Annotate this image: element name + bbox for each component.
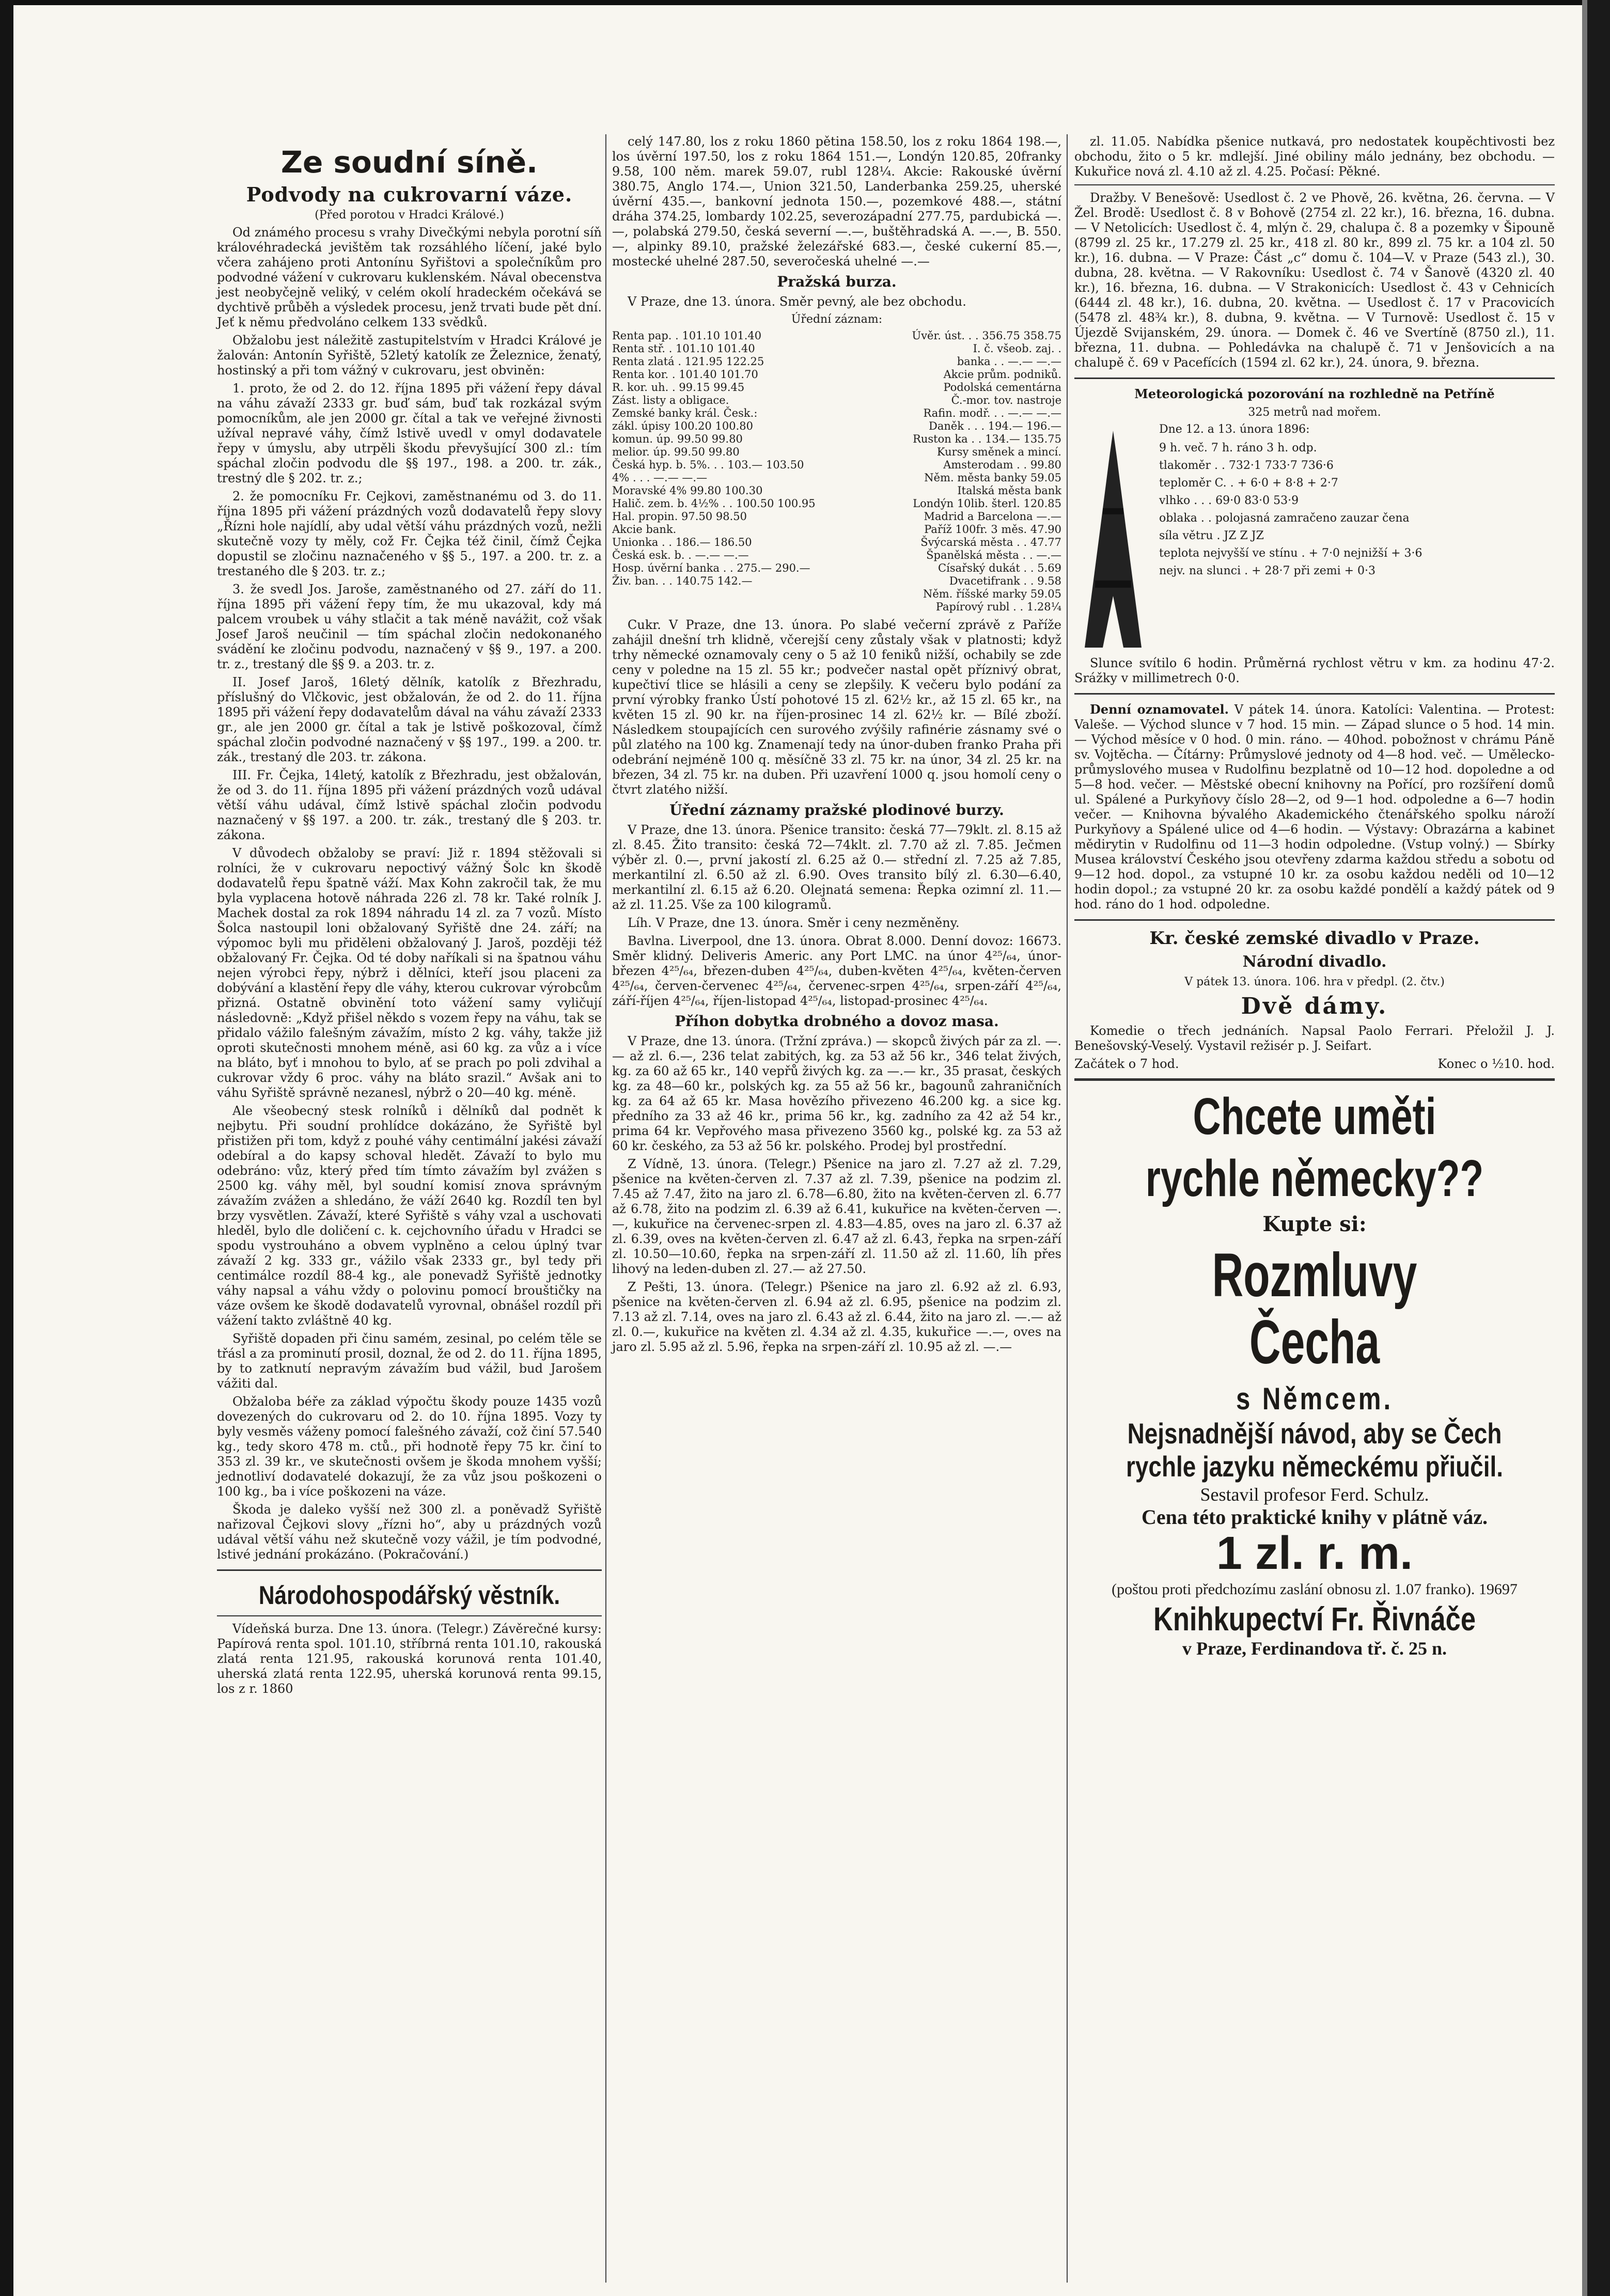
rates-cell: Císařský dukát . . 5.69 [938, 562, 1061, 574]
rates-cell: Něm. města banky 59.05 [924, 471, 1061, 484]
rates-row [612, 484, 1061, 497]
ad-author: Sestavil profesor Ferd. Schulz. [1200, 1484, 1429, 1505]
ad-price: 1 zl. r. m. [1216, 1528, 1413, 1579]
ad-description: Nejsnadnější návod, aby se Čech rychle jazyku německému přiučil. [1126, 1417, 1503, 1483]
rates-row [612, 562, 1061, 575]
rates-row [612, 471, 1061, 484]
rates-cell: Česká hyp. b. 5%. . . 103.— 103.50 [612, 459, 804, 471]
market-paragraph: Z Vídně, 13. února. (Telegr.) Pšenice na jaro zl. 7.27 až zl. 7.29, pšenice na květen-červen zl. 7.37 až zl. 7.39, pšenice na podzim zl. 7.45 až 7.47, žito na jaro zl. 6.78—6.80, žito na květen-červen zl. 6.77 až 6.78, žito na podzim zl. 6.39 až 6.41, kukuřice na květen-červen —.—, kukuřice na červenec-srpen zl. 4.83—4.85, oves na jaro zl. 6.37 až zl. 6.39, oves na květen-červen zl. 6.47 až zl. 6.43, řepka na srpen-září zl. 10.50—10.60, řepka na srpen-září zl. 11.50 až zl. 11.60, líh přes lihový na leden-duben zl. 27.— až 27.50. [612, 1157, 1061, 1276]
rates-cell: Italská města bank [957, 484, 1061, 497]
article-paragraph: V důvodech obžaloby se praví: Již r. 1894 stěžovali si rolníci, že v cukrovaru nepoctivý vážný Šolc kn škodě dodavatelů řepu špatně váží. Max Kohn zakročil tak, že mu byla vyplacena hotově náhrada 226 zl. 78 kr. Také rolník J. Machek dostal za rok 1894 náhradu 14 zl. za 7 vozů. Místo Šolca nastoupil loni obžalovaný Syřiště dne 24. září; na výpomoc byli mu přiděleni obžalovaný J. Jaroš, později též obžalovaný Fr. Čejka. Od té doby naříkali si na špatnou váhu nejen výrobci řepy, nýbrž i dělníci, kteří jsou placeni za dobývání a klastění řepy dle váhy, kterou cukrovar výrobcům přizná. Ostatně obvinění toto vážení samy vyličují následovně: „Když přišel někdo s vozem řepy na váhu, tak se přidalo vážilo falešným závažím, místo 2 kg. váhy, takže již oproti skutečnosti mnohem méně, asi 60 kg. za vůz a i více na bláto, byť i mnohou to bylo, ať se prach po poli zdvihal a cukrovar vždy 6 proc. váhy na bláto srazil.“ Avšak ani to váhu Syřiště správně nezanesl, nýbrž o 20—40 kg. méně. [217, 846, 602, 1100]
rates-table [612, 329, 1061, 614]
scan-edge-top [0, 0, 1610, 5]
column-divider [1067, 134, 1068, 2283]
rates-cell: Renta kor. . 101.40 101.70 [612, 368, 758, 381]
article-paragraph: Ale všeobecný stesk rolníků i dělníků dal podnět k nejbytu. Při soudní prohlídce dokázáno, že Syřiště byl přistižen při tom, když z pouhé váhy centimální jakési závaží odebíral a do kapsy schoval hledět. Závaží to bylo mu odebráno: vůz, který před tím tímto závažím byl zvážen s 2500 kg. váhy měl, byl soudní komisí znova správným závažím zvážen a shledáno, že váží 2640 kg. Rozdíl ten byl brzy vysvětlen. Závaží, které Syřiště s váhy vzal a uschovati hleděl, bylo dle doličení c. k. cejchovního úřadu v Hradci se spodu vystrouháno a obvem vyplněno a celou úplný tvar závaží 2 kg. 333 gr., vážilo však 2333 gr., byl tedy při centimálce rozdíl 88-4 kg., ale ponevadž Syřiště jednotky váhy napsal a váhu vždy o polovinu pomocí brouštičky na váze ovšem ke škodě dodavatelů vyrovnal, obnášel rozdíl při vážení takto zvláštně 40 kg. [217, 1104, 602, 1328]
rates-cell: Zást. listy a obligace. [612, 394, 729, 406]
article-paragraph: Obžalobu jest náležitě zastupitelstvím v Hradci Králové je žalován: Antonín Syřiště, 52letý katolík ze Železnice, ženatý, hostinský a při tom vážný v cukrovaru, jest obviněn: [217, 333, 602, 378]
rates-row [612, 368, 1061, 381]
column-2 [612, 134, 1061, 1358]
rates-cell: 4% . . . —.— —.— [612, 471, 708, 484]
meteo-row: oblaka . . polojasná zamračeno zauzar čena [1159, 512, 1410, 525]
ad-book-subtitle: s Němcem. [1236, 1381, 1394, 1416]
column-3 [1074, 134, 1555, 1660]
ad-book-title: Rozmluvy Čecha [1212, 1240, 1417, 1377]
ad-shop: Knihkupectví Fr. Řivnáče [1153, 1600, 1476, 1638]
market-paragraph: V Praze, dne 13. února. Pšenice transito: česká 77—79klt. zl. 8.15 až zl. 8.45. Žito transito: česká 72—74klt. zl. 7.70 až zl. 7.85. Ječmen výběr zl. 0.—, první jakostí zl. 6.25 až 0.— střední zl. 7.25 až 7.85, merkantilní zl. 6.50 až zl. 6.90. Oves transito bílý zl. 6.30—6.40, merkantilní zl. 6.15 až 6.20. Olejnatá semena: Řepka ozimní zl. 11.— až zl. 11.25. Vše za 100 kilogramů. [612, 823, 1061, 912]
section-heading: Ze soudní síně. [280, 145, 538, 180]
meteo-block [1074, 422, 1555, 686]
rates-row [612, 549, 1061, 562]
rates-cell: melior. úp. 99.50 99.80 [612, 446, 740, 458]
rates-cell: Živ. ban. . . 140.75 142.— [612, 575, 753, 587]
meteo-row: teploměr C. . + 6·0 + 8·8 + 2·7 [1159, 477, 1338, 490]
plod-heading: Úřední záznamy pražské plodinové burzy. [669, 801, 1004, 819]
separator [1074, 184, 1555, 185]
ad-postage: (poštou proti předchozímu zaslání obnosu zl. 1.07 franko). 19697 [1112, 1581, 1518, 1598]
rates-cell: Londýn 10lib. šterl. 120.85 [913, 497, 1061, 510]
tower-icon [1074, 426, 1152, 653]
ad-price-label: Cena této praktické knihy v plátně váz. [1142, 1505, 1488, 1529]
ad-buy: Kupte si: [1262, 1212, 1367, 1236]
ad-address: v Praze, Ferdinandova tř. č. 25 n. [1182, 1638, 1447, 1659]
rates-row [612, 588, 1061, 601]
theatre-heading: Kr. české zemské divadlo v Praze. [1149, 928, 1480, 949]
rates-cell: I. č. všeob. zaj. . [973, 342, 1061, 355]
rates-cell: Podolská cementárna [943, 381, 1061, 394]
rates-cell: banka . . —.— —.— [957, 355, 1061, 368]
meteo-date: Dne 12. a 13. února 1896: [1159, 423, 1310, 436]
rates-row [612, 394, 1061, 407]
theatre-play: Dvě dámy. [1241, 993, 1388, 1019]
page-content [217, 134, 1555, 2283]
rates-cell: Halič. zem. b. 4½% . . 100.50 100.95 [612, 497, 816, 510]
daily-heading: Denní oznamovatel. [1090, 702, 1229, 717]
rates-row [612, 523, 1061, 536]
econ-heading: Národohospodářský věstník. [258, 1581, 560, 1610]
rates-cell: Papírový rubl . . 1.28¼ [935, 601, 1061, 613]
market-paragraph: zl. 11.05. Nabídka pšenice nutkavá, pro nedostatek koupěchtivosti bez obchodu, žito o 5 kr. mdlejší. Jiné obiliny málo jednány, bez obchodu. — Kukuřice nová zl. 4.10 až zl. 4.25. Počasí: Pěkné. [1074, 134, 1555, 179]
meteo-subheading: 325 metrů nad mořem. [1248, 406, 1381, 419]
rates-cell: Švýcarská města . . 47.77 [920, 536, 1061, 548]
scan-edge-right-shadow [1582, 0, 1587, 2296]
market-paragraph: celý 147.80, los z roku 1860 pětina 158.50, los z roku 1864 198.—, los úvěrní 197.50, los z roku 1864 151.—, Londýn 120.85, 20franky 9.58, 100 něm. marek 59.07, rubl 128¼. Akcie: Rakouské úvěrní 380.75, Anglo 174.—, Union 321.50, Landerbanka 259.25, uherské úvěrní 435.—, bankovní jednota 150.—, pozemkové 488.—, státní dráha 374.25, lombardy 102.25, severozápadní 277.75, pardubická —.—, polabská 279.50, česká severní —.—, buštěhradská A. —.—, B. 550.—, alpinky 89.10, pražské železářské 683.—, české cukerní 85.—, mostecké uhelné 287.50, severočeská uhelné —.— [612, 134, 1061, 269]
article-paragraph: Škoda je daleko vyšší než 300 zl. a poněvadž Syřiště nařizoval Čejkovi slovy „řízni ho“, aby u prázdných vozů udával větší váhu než skutečně vozy vážil, je tím podvodné, lstivé jednání prokázáno. (Pokračování.) [217, 1502, 602, 1562]
rates-cell: Dvacetifrank . . 9.58 [949, 575, 1061, 587]
article-paragraph: 3. že svedl Jos. Jaroše, zaměstnaného od 27. září do 11. října 1895 při vážení řepy tím, že mu ukazoval, kdy má palcem vroubek u váhy stlačit a tak méně navážit, což však Josef Jaroš neučinil — tím spáchal zločin nedokonaného svádění ke zločinu podvodu, naznačený v §§ 9., 197. a 200. tr. z., trestaný dle §§ 9. a 203. tr. z. [217, 582, 602, 671]
rates-row [612, 510, 1061, 523]
article-dateline: (Před porotou v Hradci Králové.) [315, 209, 504, 222]
theatre-date: V pátek 13. února. 106. hra v předpl. (2. čtv.) [1184, 976, 1445, 988]
meteo-row: tlakoměr . . 732·1 733·7 736·6 [1159, 459, 1334, 472]
official-heading: Úřední záznam: [791, 313, 883, 326]
burza-intro: V Praze, dne 13. února. Směr pevný, ale bez obchodu. [628, 294, 966, 309]
rates-row [612, 342, 1061, 355]
article-title: Podvody na cukrovarní váze. [246, 183, 573, 206]
rates-row [612, 381, 1061, 394]
rates-cell: Úvěr. úst. . . 356.75 358.75 [912, 329, 1061, 342]
theatre-desc: Komedie o třech jednáních. Napsal Paolo Ferrari. Přeložil J. J. Benešovský-Veselý. Vystavil režisér p. J. Seifart. [1074, 1024, 1555, 1053]
market-paragraph: Líh. V Praze, dne 13. února. Směr i ceny nezměněny. [628, 916, 960, 930]
rates-row [612, 601, 1061, 614]
rates-cell: Něm. říšské marky 59.05 [923, 588, 1061, 600]
article-paragraph: Obžaloba béře za základ výpočtu škody pouze 1435 vozů dovezených do cukrovaru od 2. do 10. října 1895. Vozy ty byly vesměs váženy pomocí falešného závaží, což činí 57.540 kg., tedy skoro 478 m. ctů., při hodnotě řepy 75 kr. činí to 353 zl. 39 kr., ve skutečnosti ovšem je škoda mnohem vyšší; jednotliví dodavatelé dokazují, že za vůz jsou poškozeni o 100 kg., ba i více poškozeni na váze. [217, 1394, 602, 1499]
theatre-subheading: Národní divadlo. [1242, 953, 1387, 971]
rates-cell: Renta stř. . 101.10 101.40 [612, 342, 755, 355]
rates-row [612, 459, 1061, 471]
rates-cell: Španělská města . . —.— [926, 549, 1061, 561]
rates-cell: Hal. propin. 97.50 98.50 [612, 510, 747, 523]
scan-edge-right [1587, 0, 1610, 2296]
ad-headline: rychle německy?? [1145, 1150, 1484, 1207]
rates-cell: Ruston ka . . 134.— 135.75 [913, 433, 1061, 445]
column-1 [217, 134, 602, 1700]
rates-row [612, 446, 1061, 459]
rates-cell: Daněk . . . 194.— 196.— [929, 420, 1061, 432]
separator [1074, 919, 1555, 921]
separator [217, 1615, 602, 1616]
meteo-row: síla větru . JZ Z JZ [1159, 529, 1264, 542]
market-paragraph: V Praze, dne 13. února. (Tržní zpráva.) — skopců živých pár za zl. —.— až zl. 6.—, 236 telat zabitých, kg. za 53 až 56 kr., 346 telat živých, kg. za 60 až 65 kr., 140 vepřů živých kg. za —.— kr., 35 prasat, českých kg. za 48—60 kr., polských kg. za 55 až 56 kr., bagounů zahraničních kg. za 64 až 65 kr. Masa hovězího přivezeno 46.200 kg. a sice kg. předního za 33 až 46 kr., prima 56 kr., kg. zadního za 42 až 54 kr., prima 64 kr. Vepřového masa přivezeno 3560 kg., polské kg. za 53 až 60 kr. českého, za 53 až 56 kr. polského. Prodej byl prostřední. [612, 1034, 1061, 1153]
column-divider [605, 134, 606, 2283]
article-paragraph: II. Josef Jaroš, 16letý dělník, katolík z Březhradu, příslušný do Vlčkovic, jest obžalován, že od 2. do 11. října 1895 při vážení řepy dodavatelům dával na váhu závaží 2333 gr., ale jen 2000 gr. čítal a tak je lstivě poškozoval, čímž spáchal zločin podvodné naznačený v §§ 197., 199. a 200. tr. zák., trestaný dle 203. tr. zákona. [217, 675, 602, 764]
rates-row [612, 420, 1061, 433]
meteo-row: teplota nejvyšší ve stínu . + 7·0 nejnižší + 3·6 [1159, 547, 1423, 560]
article-paragraph: Od známého procesu s vrahy Divečkými nebyla porotní síň královéhradecká jevištěm tak rozsáhlého líčení, jaké bylo včera zahájeno proti Antonínu Syřištovi a společníkům pro podvodné vážení v cukrovaru kuklenském. Nával obecenstva jest neobyčejně veliký, v celém okolí hradeckém očekává se dychtivě průběh a výsledek procesu, jenž trvati bude pět dní. Jeť k němu předvoláno celkem 133 svědků. [217, 225, 602, 329]
rates-row [612, 497, 1061, 510]
econ-paragraph: Vídeňská burza. Dne 13. února. (Telegr.) Závěrečné kursy: Papírová renta spol. 101.10, stříbrná renta 101.10, rakouská zlatá renta 121.95, rakouská korunová renta 101.40, uherská zlatá renta 122.95, uherská korunová renta 99.15, los z r. 1860 [217, 1622, 602, 1696]
rates-cell: Renta pap. . 101.10 101.40 [612, 329, 762, 342]
meteo-heading: Meteorologická pozorování na rozhledně na Petříně [1134, 386, 1495, 401]
rates-cell: Paříž 100fr. 3 měs. 47.90 [924, 523, 1061, 536]
theatre-times [1074, 1057, 1555, 1071]
separator [217, 1569, 602, 1571]
rates-cell: Moravské 4% 99.80 100.30 [612, 484, 763, 497]
article-paragraph: 2. že pomocníku Fr. Cejkovi, zaměstnanému od 3. do 11. října 1895 při vážení prázdných vozů dodavatelů řepy slovy „Řízni hole najídlí, aby udal větší váhu prázdných vozů, nežli skutečně vozy ty měly, což Fr. Čejka též činil, čímž Čejka dopustil se zločinu naznačeného v §§ 5., 197. a 200. tr. z. a trestaného dle § 203. tr. z.; [217, 489, 602, 578]
auctions-paragraph: Dražby. V Benešově: Usedlost č. 2 ve Phově, 26. května, 26. června. — V Žel. Brodě: Usedlost č. 8 v Bohově (2754 zl. 22 kr.), 16. března, 16. dubna. — V Netolicích: Usedlost č. 4, mlýn č. 29, chalupa č. 8 a pozemky v Šipouně (8799 zl. 25 kr., 17.279 zl. 25 kr., 418 zl. 80 kr., 899 zl. 75 kr. a 104 zl. 50 kr.), 16. dubna. — V Praze: Část „c“ domu č. 104—V. v Praze (543 zl.), 30. dubna, 28. května. — V Rakovníku: Usedlost č. 74 v Šanově (4320 zl. 40 kr.), 16. března, 16. dubna. — V Strakonicích: Usedlost č. 43 v Cehnicích (6444 zl. 48 kr.), 16. dubna, 20. května. — Usedlost č. 17 v Pracovicích (5478 zl. 48¾ kr.), 8. dubna, 9. května. — V Turnově: Usedlost č. 15 v Újezdě Svijanském, 29. února. — Domek č. 46 ve Svertíně (8750 zl.), 11. března, 11. dubna. — Pohledávka na chalupě č. 71 v Jenšovicích a na chalupě č. 69 v Pacefících (1594 zl. 62 kr.), 24. února, 9. března. [1074, 191, 1555, 370]
market-paragraph: Cukr. V Praze, dne 13. února. Po slabé večerní zprávě z Paříže zahájil dnešní trh klidně, včerejší ceny zůstaly však v platnosti; když trhy německé oznamovaly ceny o 5 až 10 feniků nižší, ochabily se zde ceny v poledne na 15 zl. 55 kr.; podvečer nastal opět příznivý obrat, kupečtiví tlice se hlásili a ceny se zlepšily. K večeru bylo podání za první výrobky franko Ústí pohotové 15 zl. 62½ kr., až 15 zl. 65 kr., na květen 15 zl. 90 kr. na říjen-prosinec 14 zl. 62½ kr. — Bílé zboží. Následkem stoupajících cen surového zvýšily rafinérie zásnamy své o půl zlatého na 100 kg. Znamenají tedy na únor-duben franko Praha při odebrání nejméně 100 q. měsíčně 33 zl. 75 kr. na únor, 34 zl. 25 kr. na březen, 34 zl. 75 kr. na duben. Při uzavření 1000 q. jsou homolí ceny o čtvrt zlatého nižší. [612, 618, 1061, 797]
meteo-row: nejv. na slunci . + 28·7 při zemi + 0·3 [1159, 564, 1376, 577]
article-paragraph: 1. proto, že od 2. do 12. října 1895 při vážení řepy dával na váhu závaží 2333 gr. buď sám, buď tak rozkázal svým pomocníkům, ale jen 2000 gr. čítal a tak ve veřejné živnosti užíval nepravé váhy, čímž lstivě uvedl v omyl dodavatele řepy v úmyslu, aby utrpěli škodu převyšující 300 zl.: tím spáchal zločin podvodu dle §§ 197., 198. a 200. tr. zák., trestný dle § 202. tr. z.; [217, 381, 602, 485]
daily-text: V pátek 14. února. Katolíci: Valentina. — Protest: Valeše. — Východ slunce v 7 hod. 15 min. — Západ slunce o 5 hod. 14 min. — Východ měsíce v 0 hod. 0 min. ráno. — 40hod. pobožnost v chrámu Páně sv. Vojtěcha. — Čítárny: Průmyslové jednoty od 4—8 hod. več. — Umělecko-průmyslového musea v Rudolfinu bezplatně od 10—12 hod. dopoledne a od 5—8 hod. večer. — Městské obecní knihovny na Pořící, pro rozšíření domů ul. Spálené a Purkyňovy číslo 28—2, od 9—1 hod. odpoledne a 6—7 hodin večer. — Knihovna bývalého Akademického čtenářského spolku nároží Purkyňovy a Spálené ulice od 4—6 hodin. — Výstavy: Obrazárna a kabinet mědirytin v Rudolfinu od 11—3 hodin odpoledne. (Vstup volný.) — Sbírky Musea království Českého jsou otevřeny zdarma každou středu a sobotu od 9—12 hod. dopol., za vstupné 10 kr. za osobu každou neděli od 10—12 hodin dopol.; za vstupné 20 kr. za osobu každé pondělí a každý pátek od 9 hod. ráno do 1 hod. odpoledne. [1074, 702, 1555, 911]
daily-notices [1074, 702, 1555, 912]
article-paragraph: III. Fr. Čejka, 14letý, katolík z Březhradu, jest obžalován, že od 3. do 11. října 1895 při vážení prázdných vozů udával větší váhu udával, čímž lstivě spáchal zločin podvodu naznačený v §§ 197. a 200. tr. zák., trestaný dle § 203. tr. zákona. [217, 768, 602, 842]
rates-row [612, 536, 1061, 549]
theatre-end: Konec o ½10. hod. [1437, 1057, 1555, 1071]
rates-cell: komun. úp. 99.50 99.80 [612, 433, 743, 445]
rates-row [612, 575, 1061, 588]
market-paragraph: Bavlna. Liverpool, dne 13. února. Obrat 8.000. Denní dovoz: 16673. Směr klidný. Deliveris Americ. any Port LMC. na únor 4²⁵/₆₄, únor-březen 4²⁵/₆₄, březen-duben 4²⁵/₆₄, duben-květen 4²⁵/₆₄, květen-červen 4²⁵/₆₄, červen-červenec 4²⁵/₆₄, červenec-srpen 4²⁵/₆₄, srpen-září 4²⁵/₆₄, září-říjen 4²⁵/₆₄, říjen-listopad 4²⁵/₆₄, listopad-prosinec 4²⁵/₆₄. [612, 934, 1061, 1008]
rates-cell: Česká esk. b. . —.— —.— [612, 549, 749, 561]
theatre-start: Začátek o 7 hod. [1074, 1057, 1179, 1071]
ad-headline: Chcete uměti [1193, 1088, 1436, 1145]
rates-cell: Renta zlatá . 121.95 122.25 [612, 355, 764, 368]
meteo-row: Slunce svítilo 6 hodin. Průměrná rychlost větru v km. za hodinu 47·2. Srážky v millimetrech 0·0. [1074, 656, 1555, 685]
scan-edge-left [0, 0, 13, 2296]
separator [1074, 378, 1555, 379]
separator [1074, 1078, 1555, 1081]
rates-cell: R. kor. uh. . 99.15 99.45 [612, 381, 745, 394]
rates-cell: Zemské banky král. Česk.: [612, 407, 758, 419]
rates-row [612, 355, 1061, 368]
rates-cell: Rafin. modř. . . —.— —.— [923, 407, 1061, 419]
rates-cell: Amsterodam . . 99.80 [943, 459, 1061, 471]
meteo-row: 9 h. več. 7 h. ráno 3 h. odp. [1159, 442, 1317, 454]
rates-cell: Hosp. úvěrní banka . . 275.— 290.— [612, 562, 810, 574]
burza-heading: Pražská burza. [777, 273, 897, 290]
rates-cell: Madrid a Barcelona —.— [924, 510, 1061, 523]
rates-cell: Akcie prům. podniků. [943, 368, 1061, 381]
rates-row [612, 329, 1061, 342]
rates-cell: Unionka . . 186.— 186.50 [612, 536, 752, 548]
rates-row [612, 407, 1061, 420]
rates-row [612, 433, 1061, 446]
market-paragraph: Z Pešti, 13. února. (Telegr.) Pšenice na jaro zl. 6.92 až zl. 6.93, pšenice na květen-červen zl. 6.94 až zl. 6.95, pšenice na podzim zl. 7.13 až zl. 7.14, oves na jaro zl. 6.43 až zl. 6.44, žito na jaro zl. —.— až zl. 0.—, kukuřice na květen zl. 4.34 až zl. 4.35, kukuřice —.—, oves na jaro zl. 5.95 až zl. 5.96, řepka na srpen-září zl. 10.95 až zl. —.— [612, 1280, 1061, 1354]
rates-cell: Kursy směnek a mincí. [936, 446, 1061, 458]
article-paragraph: Syřiště dopaden při činu samém, zesinal, po celém těle se třásl a za prominutí prosil, doznal, že od 2. do 11. října 1895, by to zatknutí nepravým závažím bud vážil, bud Jarošem vážiti dal. [217, 1331, 602, 1391]
rates-cell: Č.-mor. tov. nastroje [951, 394, 1061, 406]
prihon-heading: Příhon dobytka drobného a dovoz masa. [675, 1013, 999, 1030]
rates-cell: zákl. úpisy 100.20 100.80 [612, 420, 754, 432]
meteo-row: vlhko . . . 69·0 83·0 53·9 [1159, 494, 1299, 507]
advertisement [1074, 1088, 1555, 1660]
rates-cell: Akcie bank. [612, 523, 677, 536]
separator [1074, 693, 1555, 695]
